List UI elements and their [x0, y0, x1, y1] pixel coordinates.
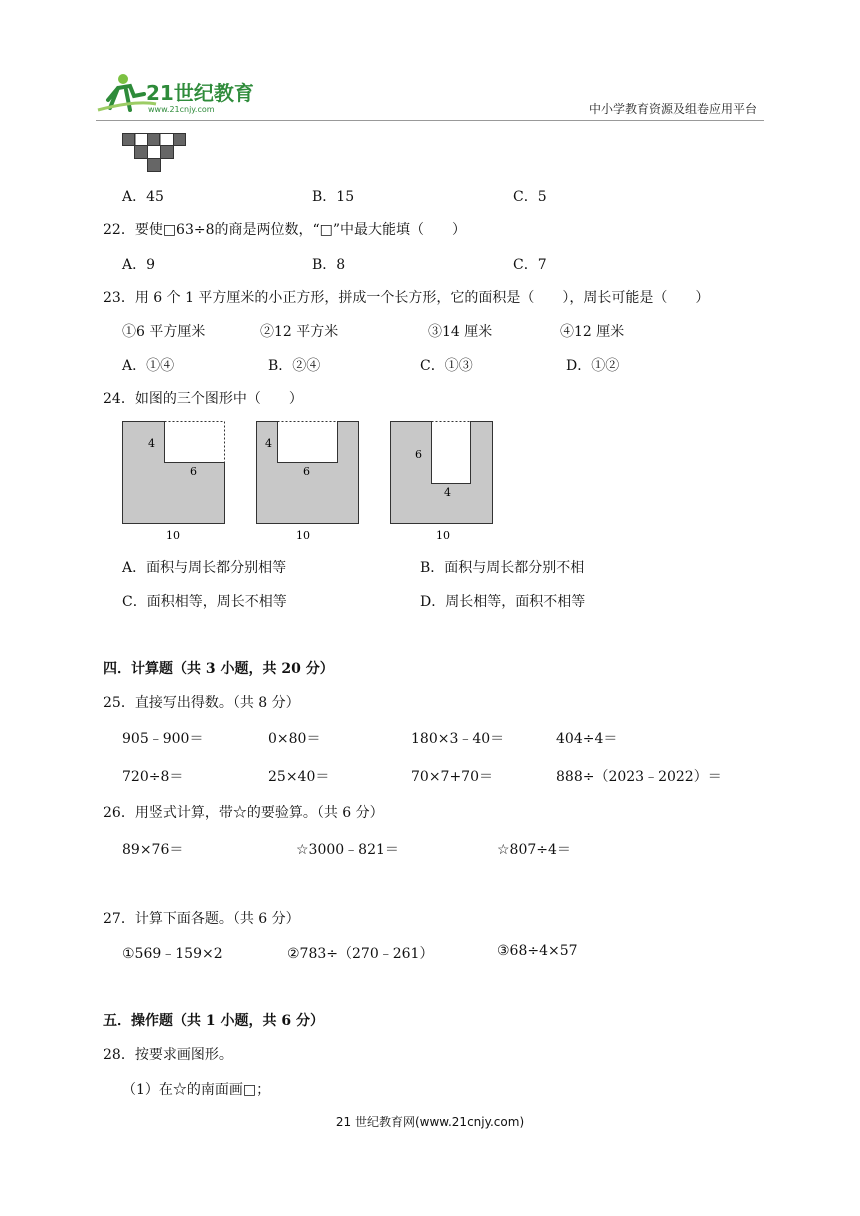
q24-figure-1 — [122, 421, 228, 547]
q26-item: ☆3000﹣821＝ — [296, 842, 399, 858]
q24-figure-2 — [256, 421, 362, 547]
q25-item: 70×7+70＝ — [411, 769, 493, 785]
header-divider — [96, 120, 764, 121]
q24-stem: 24．如图的三个图形中（ ） — [103, 391, 303, 407]
q22-stem: 22．要使□63÷8的商是两位数，“□”中最大能填（ ） — [103, 222, 467, 238]
q25-item: 404÷4＝ — [556, 731, 618, 747]
q23-stem: 23．用 6 个 1 平方厘米的小正方形，拼成一个长方形，它的面积是（ ），周长可能是（ ） — [103, 290, 710, 306]
q28-stem: 28．按要求画图形。 — [103, 1047, 233, 1063]
q24-fig1-label-width: 6 — [190, 465, 197, 478]
q23-option-a[interactable]: A．①④ — [122, 358, 175, 374]
q25-item: 0×80＝ — [268, 731, 321, 747]
q25-item: 180×3﹣40＝ — [411, 731, 505, 747]
q23-item-1: ①6 平方厘米 — [122, 324, 206, 340]
q24-option-a[interactable]: A．面积与周长都分别相等 — [122, 560, 287, 576]
q28-sub-1: （1）在☆的南面画□； — [122, 1082, 271, 1098]
q26-stem: 26．用竖式计算，带☆的要验算。（共 6 分） — [103, 805, 384, 821]
q23-item-4: ④12 厘米 — [560, 324, 625, 340]
q26-item: 89×76＝ — [122, 842, 184, 858]
q24-fig2-label-width: 6 — [303, 465, 310, 478]
page-footer: 21 世纪教育网(www.21cnjy.com) — [335, 1115, 525, 1129]
q24-fig3-label-height: 6 — [415, 448, 422, 461]
svg-text:21世纪教育: 21世纪教育 — [146, 81, 254, 105]
q23-item-3: ③14 厘米 — [428, 324, 493, 340]
q24-option-c[interactable]: C．面积相等，周长不相等 — [122, 594, 287, 610]
section-4-title: 四．计算题（共 3 小题，共 20 分） — [103, 661, 334, 677]
platform-name: 中小学教育资源及组卷应用平台 — [588, 102, 757, 116]
site-logo — [96, 70, 266, 118]
q23-option-b[interactable]: B．②④ — [268, 358, 321, 374]
section-5-title: 五．操作题（共 1 小题，共 6 分） — [103, 1013, 324, 1029]
q21-figure — [122, 133, 186, 177]
q25-stem: 25．直接写出得数。（共 8 分） — [103, 695, 300, 711]
q21-option-a[interactable]: A．45 — [122, 189, 164, 205]
q21-option-b[interactable]: B．15 — [312, 189, 355, 205]
q26-item: ☆807÷4＝ — [497, 842, 571, 858]
q27-item: ②783÷（270﹣261） — [287, 946, 434, 962]
q27-stem: 27．计算下面各题。（共 6 分） — [103, 911, 300, 927]
q24-option-d[interactable]: D．周长相等，面积不相等 — [420, 594, 586, 610]
q25-item: 905﹣900＝ — [122, 731, 204, 747]
q24-figure-3 — [390, 421, 496, 547]
q24-fig3-label-base: 10 — [436, 529, 450, 542]
q25-item: 888÷（2023﹣2022）＝ — [556, 769, 722, 785]
q23-option-d[interactable]: D．①② — [566, 358, 620, 374]
q27-item: ①569﹣159×2 — [122, 946, 223, 962]
q24-fig2-label-base: 10 — [296, 529, 310, 542]
q24-option-b[interactable]: B．面积与周长都分别不相 — [420, 560, 585, 576]
q21-option-c[interactable]: C．5 — [513, 189, 547, 205]
q23-item-2: ②12 平方米 — [260, 324, 339, 340]
q24-fig1-label-height: 4 — [148, 437, 155, 450]
q24-fig2-label-height: 4 — [265, 437, 272, 450]
q24-fig1-label-base: 10 — [166, 529, 180, 542]
q25-item: 720÷8＝ — [122, 769, 184, 785]
svg-text:www.21cnjy.com: www.21cnjy.com — [148, 105, 215, 114]
q23-option-c[interactable]: C．①③ — [420, 358, 473, 374]
q22-option-a[interactable]: A．9 — [122, 257, 156, 273]
q22-option-b[interactable]: B．8 — [312, 257, 346, 273]
q27-item: ③68÷4×57 — [497, 943, 578, 959]
q25-item: 25×40＝ — [268, 769, 330, 785]
q24-fig3-label-width: 4 — [444, 486, 451, 499]
q22-option-c[interactable]: C．7 — [513, 257, 547, 273]
